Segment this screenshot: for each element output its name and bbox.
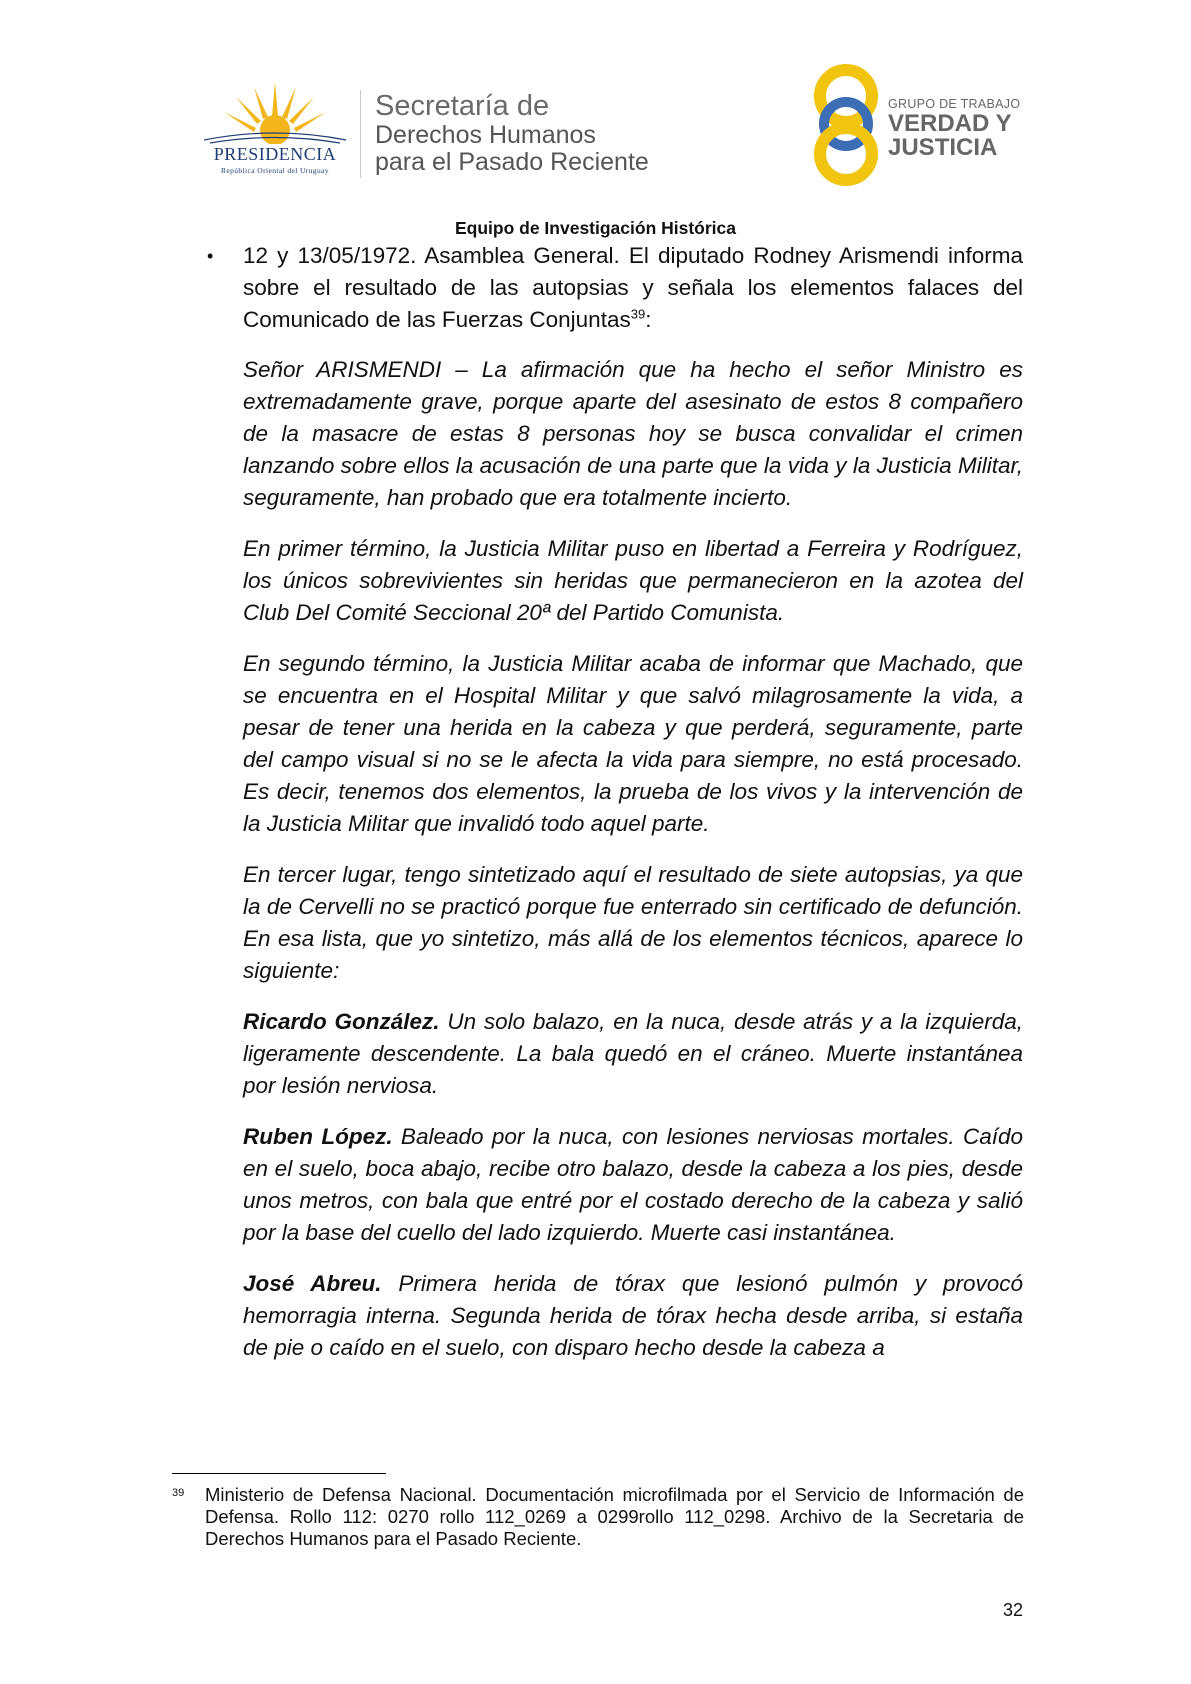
interlocked-rings-icon xyxy=(808,60,884,188)
quote-paragraph-1: Señor ARISMENDI – La afirmación que ha hecho el señor Ministro es extremadamente grave, porque aparte del asesinato de estos 8 compañero de la masacre de estas 8 personas hoy se busca convalidar el crimen lanzando sobre ellos la acusación de una parte que la vida y la Justicia Militar, seguramente, han probado que era totalmente incierto. xyxy=(243,357,1023,510)
victim-name: Ruben López. xyxy=(243,1124,393,1149)
presidencia-name: PRESIDENCIA xyxy=(213,144,337,164)
footnote-divider xyxy=(172,1473,386,1474)
victim-name: Ricardo González. xyxy=(243,1009,440,1034)
justicia-label: JUSTICIA xyxy=(888,134,998,161)
secretaria-line-3: para el Pasado Reciente xyxy=(375,148,649,176)
team-title: Equipo de Investigación Histórica xyxy=(454,218,737,238)
quote-paragraph-3: En segundo término, la Justicia Militar acaba de informar que Machado, que se encuentra en el Hospital Militar y que salvó milagrosamente la vida, a pesar de tener una herida en la cabeza y que perderá, seguramente, parte del campo visual si no se le afecta la vida para siempre, no está procesado. Es decir, tenemos dos elementos, la prueba de los vivos y la intervención de la Justicia Militar que invalidó todo aquel parte. xyxy=(243,651,1023,836)
quote-paragraph-4: En tercer lugar, tengo sintetizado aquí el resultado de siete autopsias, ya que la de Cervelli no se practicó porque fue enterrado sin certificado de defunción. En esa lista, que yo sintetizo, más allá de los elementos técnicos, aparece lo siguiente: xyxy=(243,862,1023,983)
victim-name: José Abreu. xyxy=(243,1271,382,1296)
intro-paragraph xyxy=(243,240,1023,336)
autopsy-abreu xyxy=(243,1268,1023,1364)
presidencia-subtitle: República Oriental del Uruguay xyxy=(220,166,329,175)
autopsy-text: Un solo balazo, en la nuca, desde atrás y a la izquierda, ligeramente descendente. La bala quedó en el cráneo. Muerte instantánea por lesión nerviosa. xyxy=(243,1009,1023,1098)
bullet-symbol: • xyxy=(207,246,214,266)
intro-end: : xyxy=(645,307,652,332)
bullet-item xyxy=(207,240,1023,1364)
verdad-justicia-logo xyxy=(808,60,1058,188)
sun-icon xyxy=(196,82,354,144)
document-header xyxy=(0,0,1191,215)
secretaria-logo xyxy=(375,90,649,176)
footnote-reference[interactable]: 39 xyxy=(630,306,646,322)
verdad-label: VERDAD Y xyxy=(888,110,1012,137)
autopsy-text: Baleado por la nuca, con lesiones nerviosas mortales. Caído en el suelo, boca abajo, recibe otro balazo, desde la cabeza a los pies, desde unos metros, con bala que entré por el costado derecho de la cabeza y salió por la base del cuello del lado izquierdo. Muerte casi instantánea. xyxy=(243,1124,1023,1245)
intro-text: 12 y 13/05/1972. Asamblea General. El diputado Rodney Arismendi informa sobre el resultado de las autopsias y señala los elementos falaces del Comunicado de las Fuerzas Conjuntas xyxy=(243,243,1023,332)
footnote-number: 39 xyxy=(172,1487,185,1499)
footnote-text: Ministerio de Defensa Nacional. Documentación microfilmada por el Servicio de Información de Defensa. Rollo 112: 0270 rollo 112_0269 a 0299rollo 112_0298. Archivo de la Secretaria de Derechos Humanos para el Pasado Reciente. xyxy=(205,1484,1024,1549)
page-number: 32 xyxy=(1003,1600,1024,1620)
quote-paragraph-2: En primer término, la Justicia Militar puso en libertad a Ferreira y Rodríguez, los únicos sobrevivientes sin heridas que permanecieron en la azotea del Club Del Comité Seccional 20ª del Partido Comunista. xyxy=(243,536,1023,625)
presidencia-logo xyxy=(196,82,354,182)
document-body xyxy=(207,240,1023,1383)
header-divider xyxy=(360,90,361,178)
footnote xyxy=(172,1484,1024,1550)
secretaria-line-1: Secretaría de xyxy=(375,90,550,122)
grupo-label: GRUPO DE TRABAJO xyxy=(888,97,1021,111)
secretaria-line-2: Derechos Humanos xyxy=(375,121,596,149)
autopsy-text: Primera herida de tórax que lesionó pulmón y provocó hemorragia interna. Segunda herida de tórax hecha desde arriba, si estaña de pie o caído en el suelo, con disparo hecho desde la cabeza a xyxy=(243,1271,1023,1360)
autopsy-gonzalez xyxy=(243,1006,1023,1102)
autopsy-lopez xyxy=(243,1121,1023,1249)
